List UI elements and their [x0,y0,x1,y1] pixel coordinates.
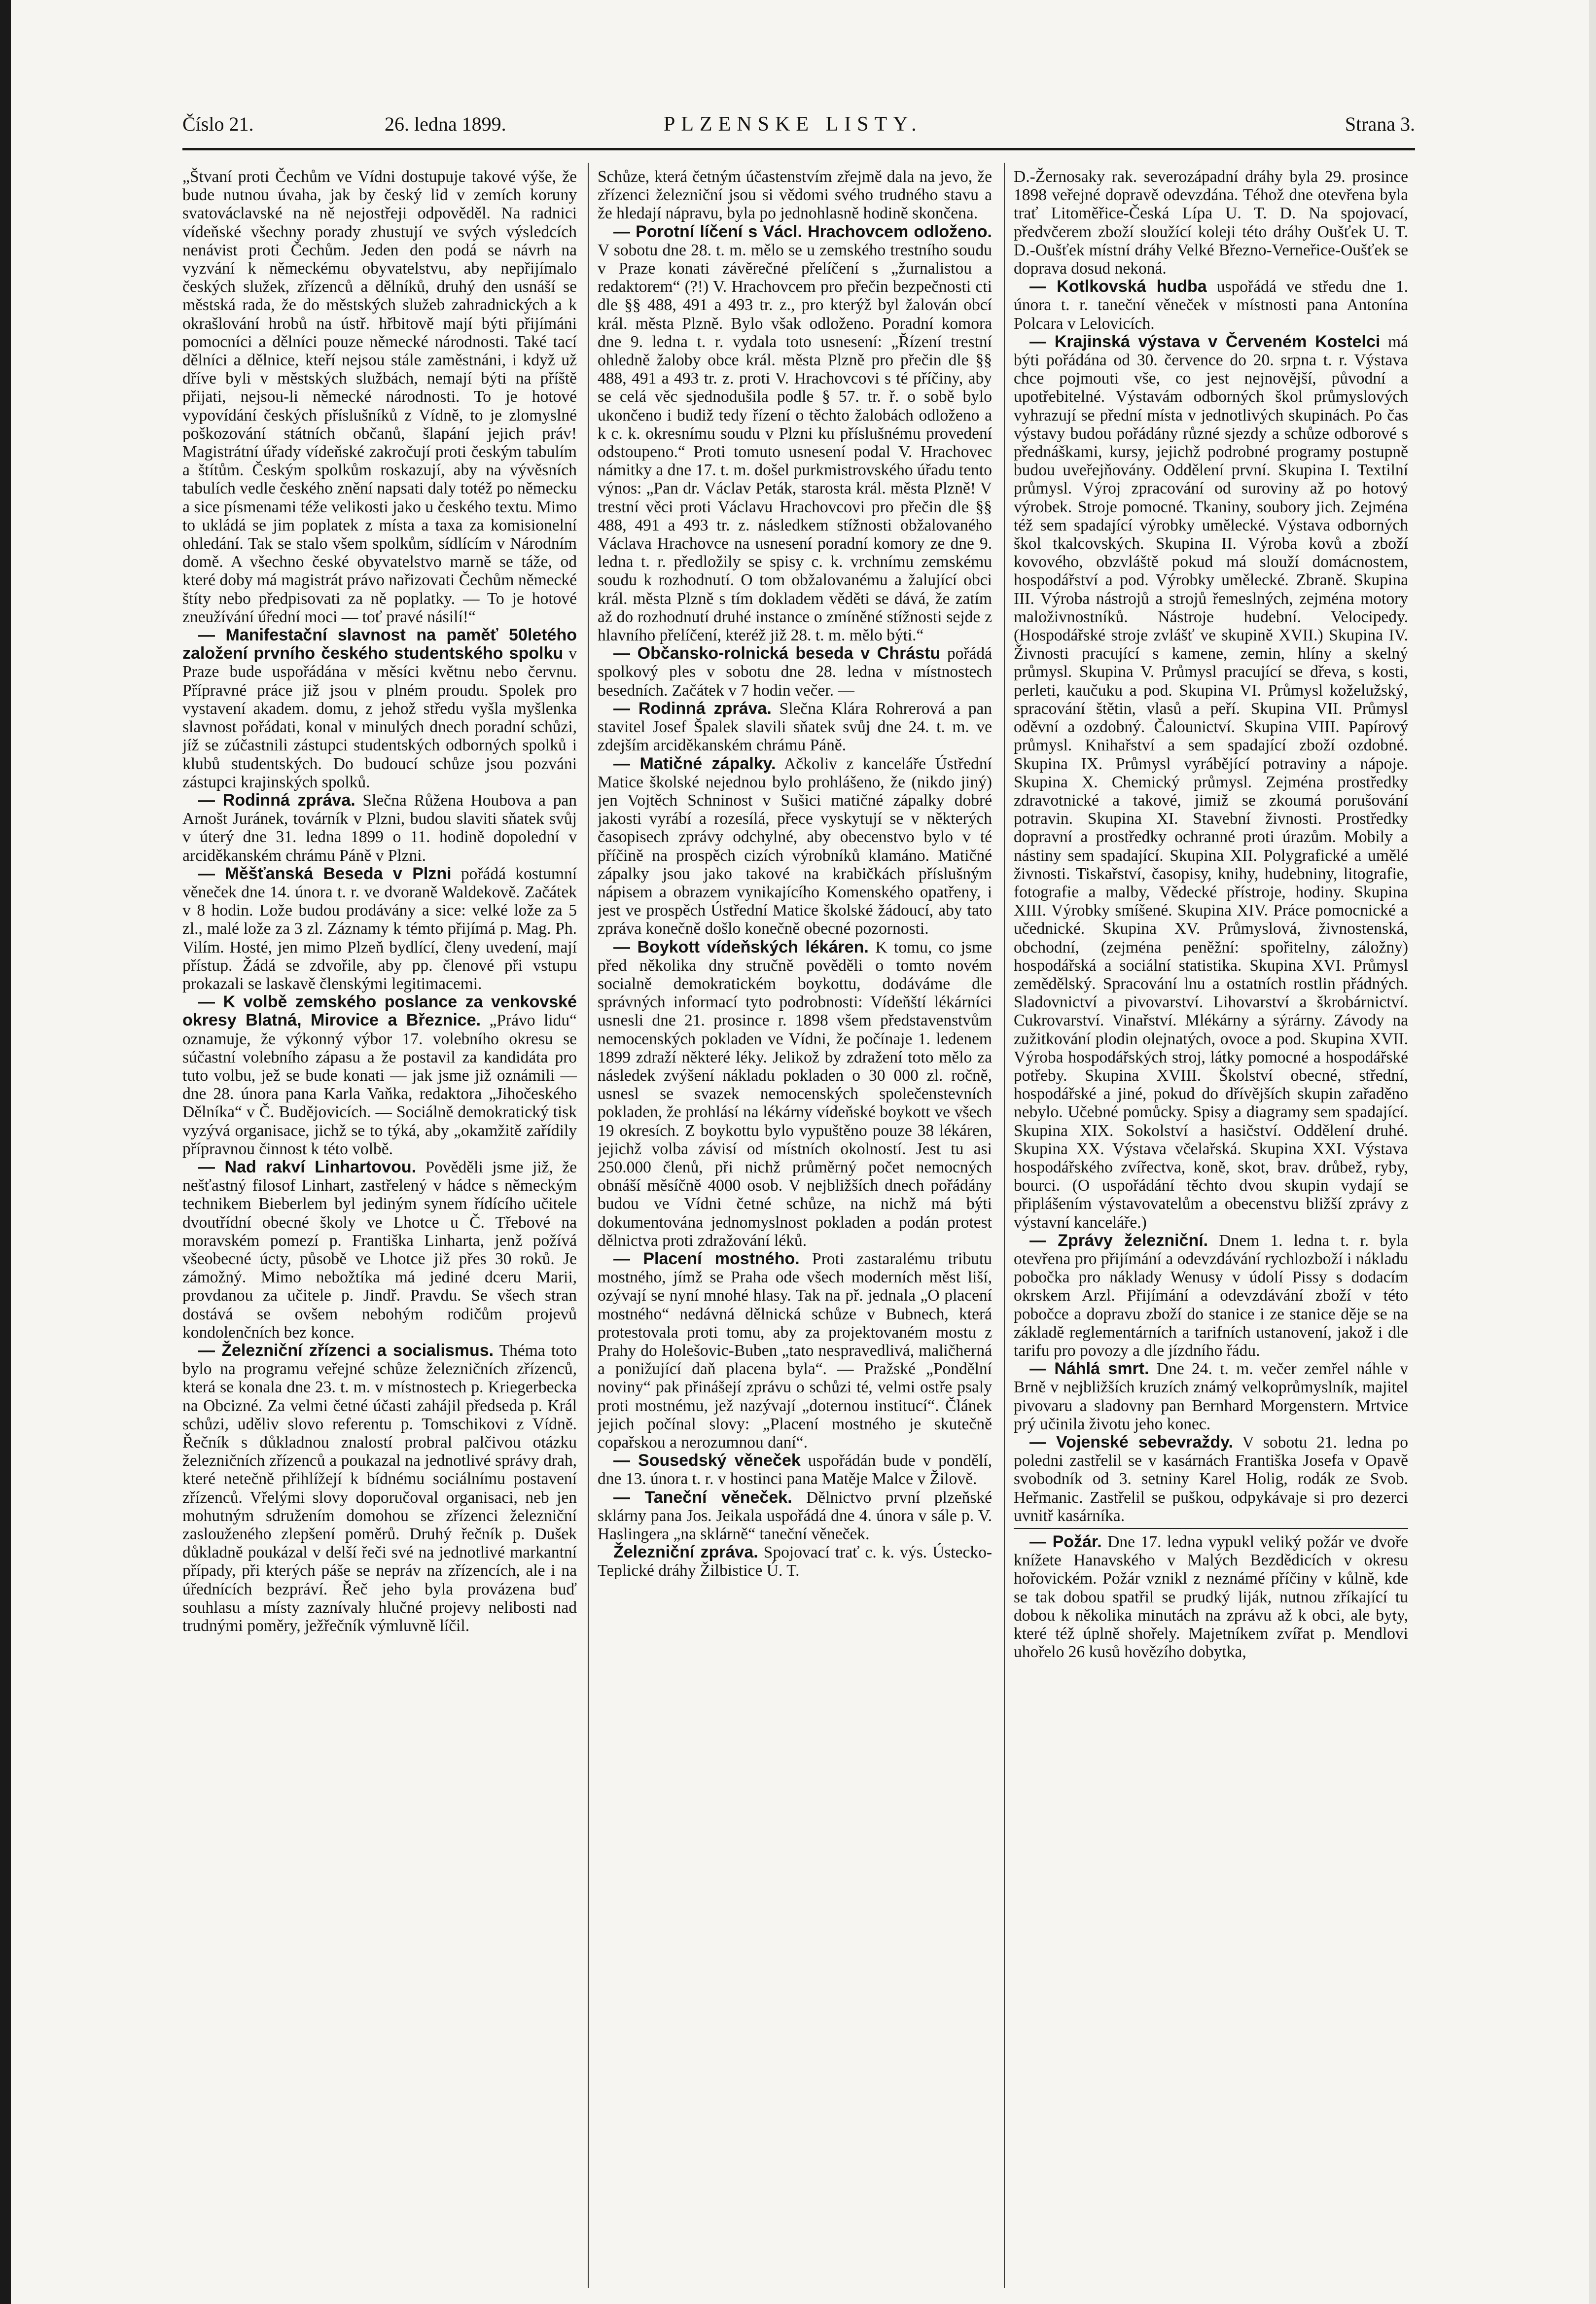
article-text: V sobotu dne 28. t. m. mělo se u zemského trestního soudu v Praze konati závěrečné přelíčení s „žurnalistou a redaktorem“ (?!) V. Hrachovcem pro přečin bezpečnosti cti dle §§ 488, 491 a 493 tr. z., pro kterýž byl žalován obcí král. města Plzně. Bylo však odloženo. Poradní komora dne 9. ledna t. r. vydala toto usnesení: „Řízení trestní ohledně žaloby obce král. města Plzně pro přečin dle §§ 488, 491 a 493 tr. z. proti V. Hrachovcovi s té příčiny, aby se celá věc sjednodušila podle § 57. tr. ř. o sobě bylo ukončeno i budiž tedy řízení o těchto žalobách odloženo a k c. k. okresnímu soudu v Plzni ku příslušnému provedení odstoupeno.“ Proti tomuto usnesení podal V. Hrachovec námitky a dne 17. t. m. došel purkmistrovského úřadu tento výnos: „Pan dr. Václav Peták, starosta král. města Plzně! V trestní věci proti Václavu Hrachovcovi pro přečin dle §§ 488, 491 a 493 tr. z. následkem stížnosti obžalovaného Václava Hrachovce na usnesení poradní komory ze dne 9. ledna t. r. předložily se spisy c. k. vrchnímu zemskému soudu k rozhodnutí. O tom obžalovanému a žalující obci král. města Plzně s tím dokladem věděti se dává, že zatím až do rozhodnutí druhé instance o zmíněné stížnosti sejde z hlavního přelíčení, kteréž již 28. t. m. mělo býti.“ [598,241,992,645]
page-number: Strana 3. [1345,113,1415,135]
article-heading: — Boykott vídeňských lékáren. [613,937,869,957]
article-heading: — Placení mostného. [613,1249,800,1268]
article-paragraph [182,1158,577,1342]
article-heading: — Taneční věneček. [613,1488,792,1507]
header-rule [182,148,1415,150]
article-text: Théma toto bylo na programu veřejné schůze železničních zřízenců, která se konala dne 23. t. m. v místnostech p. Kriegerbecka na Obcizné. Za velmi četné účasti zahájil předseda p. Král schůzi, uděliv slovo referentu p. Tomschikovi z Vídně. Řečník s důkladnou znalostí probral palčivou otázku železničních zřízenců a poukazal na jednotlivé správy drah, které netečně přihlížejí k bídnému sociálnímu postavení zřízenců. Vřelými slovy doporučoval organisaci, neb jen mohutným sdružením domohou se zřízenci železniční zaslouženého zlepšení poměrů. Druhý řečník p. Dušek důkladně poukázal v delší řeči své na jednotlivé markantní případy, při kterých páše se nepráv na zřízencích, ale i na úřednících bezpráví. Řeč jeho byla provázena buď souhlasu a místy zaznívaly hlučné projevy nelibosti nad trudnými poměry, ježřečník výmluvně líčil. [182,1342,577,1635]
article-paragraph [1014,1533,1408,1661]
article-text: „Právo lidu“ oznamuje, že výkonný výbor 17. volebního okresu se súčastní volebního zápasu a že postavil za kandidáta pro tuto volbu, jež se bude konati — jak jsme již oznámili — dne 28. února pana Karla Vaňka, redaktora „Jihočeského Dělníka“ v Č. Budějovicích. — Sociálně demokratický tisk vyzývá organisace, jichž se to týká, aby „okamžitě zařídily přípravnou činnost k této volbě. [182,1011,577,1158]
issue-number: Číslo 21. [182,113,254,135]
article-text: v Praze bude uspořádána v měsíci květnu nebo červnu. Přípravné práce již jsou v plném proudu. Spolek pro vystavení akadem. domu, z jehož středu vyšla myšlenka slavnost pořádati, konal v minulých dnech poradní schůzi, jíž se zúčastnili zástupci studentských odborných spolků i klubů studentských. Do budoucí schůze jsou pozváni zástupci krajinských spolků. [182,644,577,791]
article-text: pořádá kostumní věneček dne 14. února t. r. ve dvoraně Waldekově. Začátek v 8 hodin. Lože budou prodávány a sice: velké lože za 5 zl., malé lože za 3 zl. Záznamy k témto přijímá p. Mag. Ph. Vilím. Hosté, jen mimo Plzeň bydlící, členy uvedení, mají přístup. Žádá se zdvořile, aby pp. členové při vstupu prokazali se laskavě členskými legitimacemi. [182,864,577,993]
article-paragraph [1014,278,1408,333]
article-paragraph [598,1250,992,1452]
issue-date: 26. ledna 1899. [385,113,506,135]
page-header [182,112,1415,142]
article-heading: — Náhlá smrt. [1029,1359,1149,1379]
article-text: Ačkoliv z kanceláře Ústřední Matice školské nejednou bylo prohlášeno, že (nikdo jiný) jen Vojtěch Schninost v Sušici matičné zápalky dobré jakosti vyrábí a rozesílá, přece vyskytují se v některých časopisech zprávy odchylné, aby obecenstvo bylo v té příčině na prospěch cizích výrobníků klamáno. Matičné zápalky jsou jako takové na krabičkách příslušným nápisem a obrazem vynikajícího Komenského opatřeny, i jest ve prospěch Ústřední Matice školské žádoucí, aby tato zpráva konečně došlo konečně obecné pozornosti. [598,754,992,938]
article-paragraph [598,644,992,700]
article-heading: — Zprávy železniční. [1029,1231,1208,1250]
article-paragraph [1014,1433,1408,1525]
article-heading: — Nad rakví Linhartovou. [198,1157,417,1176]
article-heading: — Krajinská výstava v Červeném Kostelci [1029,332,1381,351]
article-heading: — Měšťanská Beseda v Plzni [198,864,452,883]
article-heading: — Sousedský věneček [613,1451,801,1470]
article-heading: — Občansko-rolnická beseda v Chrástu [613,644,941,663]
newspaper-title: PLZENSKE LISTY. [664,113,922,136]
article-paragraph [598,1489,992,1544]
article-paragraph [1014,1360,1408,1433]
article-heading: — Požár. [1029,1532,1102,1552]
article-paragraph [182,626,577,791]
article-paragraph [182,791,577,865]
article-heading: — K volbě zemského poslance za venkovské okresy Blatná, Mirovice a Březnice. [182,992,577,1030]
article-paragraph [1014,168,1408,278]
article-text: Spojovací trať c. k. výs. Ústecko-Teplické dráhy Žilbistice Ú. T. [598,1543,992,1580]
column-2 [598,168,992,2288]
article-paragraph [598,938,992,1250]
article-text: D.-Žernosaky rak. severozápadní dráhy byla 29. prosince 1898 veřejné dopravě odevzdána. Téhož dne otevřena byla trať Litoměřice-Česká Lípa U. T. D. Na spojovací, předvčerem zboží sloužící koleji této dráhy Oušťek U. T. D.-Oušťek místní dráhy Velké Březno-Verneřice-Oušťek se doprava dosud nekoná. [1014,168,1408,278]
column-1 [182,168,577,2288]
article-text: „Štvaní proti Čechům ve Vídni dostupuje takové výše, že bude nutnou úvaha, jak by český lid v zemích koruny svatováclavské na ně nejostřeji odpověděl. Na radnici vídeňské všechny porady zhustují ve svých výsledcích nenávist proti Čechům. Jeden den podá se návrh na vyzvání k německému obyvatelstvu, aby nepřijímalo českých služek, zřízenců a dělníků, druhý den usnáší se městská rada, že do městských služeb zahradnických a k okrašlování hrobů na ústř. hřbitově mají býti přijímáni pomocníci a dělníci pouze německé národnosti. Také tací dělníci a dělnice, kteří nejsou stále zaměstnáni, i když už dříve byli v městských službách, nemají býti na příště přijati, nejsou-li německé národnosti. To je hotové vypovídání českých příslušníků z Vídně, to je zlomyslné poškozování státních občanů, šlapání jejich práv! Magistrátní úřady vídeňské zakročují proti českým tabulím a štítům. Českým spolkům roskazují, aby na vývěsních tabulích vedle českého znění napsati daly totéž po německu a sice písmenami téže velikosti jako u českého textu. Mimo to ukládá se jim poplatek z místa a taxa za komisionelní ohledání. Tak se stalo všem spolkům, sídlícím v Národním domě. A všechno české obyvatelstvo marně se táže, od které doby má magistrát právo nařizovati Čechům německé štíty nebo předpisovati za ně poplatky. — To je hotové zneužívání úřední moci — toť pravé násilí!“ [182,168,577,626]
article-paragraph [598,1543,992,1580]
article-text: Dne 17. ledna vypukl veliký požár ve dvoře knížete Hanavského v Malých Bezdědicích v okresu hořovickém. Požár vznikl z neznámé příčiny v kůlně, kde se tak dobou spatřil se prudký liják, nutnou zříkající tu dobou k několika minutách na zprávu až k obci, ale byty, které též úplně shořely. Majetníkem zvířat p. Mendlovi uhořelo 26 kusů hovězího dobytka, [1014,1533,1408,1662]
article-heading: — Kotlkovská hudba [1029,277,1207,296]
column-3 [1014,168,1408,2288]
article-text: Dnem 1. ledna t. r. byla otevřena pro přijímání a odevzdávání rychlozboží i nákladu pobočka pro náklady Wenusy v údolí Pissy s dodacím okrskem Arzl. Přijímání a odevzdávání zboží v této pobočce a dopravu zboží do stanice i ze stanice děje se na základě reglementárních a tarifních ustanovení, jakož i dle tarifu pro povozy a dle jízdního řádu. [1014,1231,1408,1360]
article-text: Schůze, která četným účastenstvím zřejmě dala na jevo, že zřízenci železniční jsou si vědomi svého trudného stavu a že hledají nápravu, byla po jednohlasně hodině skončena. [598,168,992,223]
article-text: Proti zastaralému tributu mostného, jímž se Praha ode všech moderních měst liší, ozývají se nyní mnohé hlasy. Tak na př. jednala „O placení mostného“ nedávná dělnická schůze v Bubnech, která protestovala proti tomu, aby za projektovaném mostu z Prahy do Holešovic-Buben „tato nespravedlivá, maličherná a ponižující daň placena byla“. — Pražské „Pondělní noviny“ pak přinášejí zprávu o schůzi té, velmi ostře psaly proti mostnému, jež nazývají „doternou institucí“. Článek jejich počínal slovy: „Placení mostného je skutečně copařskou a nerozumnou daní“. [598,1249,992,1452]
article-text: K tomu, co jsme před několika dny stručně pověděli o tomto novém socialně demokratickém boykottu, dodáváme dle správných informací tyto podrobnosti: Vídeňští lékárníci usnesli dne 21. prosince r. 1898 všem představenstvům nemocenských pokladen ve Vídni, že počínaje 1. ledenem 1899 zdraží některé léky. Jelikož by zdražení toto mělo za následek zvýšení nákladu pokladen o 30 000 zl. ročně, usnesl se svazek nemocenských společenstevních pokladen, že prohlásí na lékárny vídeňské boykott ve všech 19 okresích. Z boykottu bylo vypuštěno pouze 38 lékáren, jejichž volba závisí od místních okolností. Jest tu asi 250.000 členů, při nichž průměrný počet nemocných obnáší měsíčně 4000 osob. V nejbližších dnech pořádány budou ve Vídni četné schůze, na nichž má býti dokumentována jednomyslnost pokladen a podán protest dělnictva proti zdražování léků. [598,938,992,1250]
article-paragraph [598,223,992,645]
article-heading: — Manifestační slavnost na paměť 50letého založení prvního českého studentského spolku [182,626,577,663]
article-paragraph [182,993,577,1158]
article-heading: — Rodinná zpráva. [613,699,772,718]
article-paragraph [1014,1232,1408,1360]
article-paragraph [598,1452,992,1488]
article-paragraph [182,865,577,993]
article-heading: — Rodinná zpráva. [198,790,355,810]
article-text: Dělnictvo první plzeňské sklárny pana Jos. Jeikala uspořádá dne 4. února v sále p. V. Haslingera „na sklárně“ taneční věneček. [598,1488,992,1544]
article-paragraph [182,1342,577,1635]
article-heading: — Železniční zřízenci a socialismus. [198,1341,494,1360]
article-text: uspořádá ve středu dne 1. února t. r. taneční věneček v místnosti pana Antonína Polcara v Lelovicích. [1014,278,1408,333]
section-rule [1014,1528,1408,1529]
article-heading: — Matičné zápalky. [613,754,776,773]
article-paragraph [598,700,992,755]
article-text: uspořádán bude v pondělí, dne 13. února t. r. v hostinci pana Matěje Malce v Žilově. [598,1452,992,1489]
article-heading: — Vojenské sebevraždy. [1029,1433,1233,1452]
article-paragraph [1014,333,1408,1232]
article-text: Slečna Klára Rohrerová a pan stavitel Josef Špalek slavili sňatek svůj dne 24. t. m. ve zdejším arciděkanském chrámu Páně. [598,699,992,755]
column-divider [588,163,589,2288]
article-text: má býti pořádána od 30. července do 20. srpna t. r. Výstava chce pojmouti vše, co jest nejnovější, původní a upotřebitelné. Výstavám odborných škol průmyslových vyhrazují se přední místa v jednotlivých skupinách. Po čas výstavy budou pořádány různé sjezdy a schůze odborové s přednáškami, kursy, jejichž podrobné programy postupně budou uveřejňovány. Oddělení první. Skupina I. Textilní průmysl. Výroj zpracování od suroviny až po hotový výrobek. Stroje pomocné. Tkaniny, soubory jich. Zejména též sem spadající výrobky umělecké. Výstava odborných škol tkalcovských. Skupina II. Výroba kovů a zboží kovového, obzvláště pokud má slouží domácnostem, hospodářství a pod. Výrobky umělecké. Zbraně. Skupina III. Výroba nástrojů a strojů řemeslných, zejména motory maloživnostníků. Nástroje hudební. Velocipedy. (Hospodářské stroje zvlášť ve skupině XVII.) Skupina IV. Živnosti pracující s kamene, zemin, hlíny a skelný průmysl. Skupina V. Průmysl pracující se dřeva, s kosti, perleti, kaučuku a pod. Skupina VI. Průmysl koželužský, spracování štětin, vlasů a peří. Skupina VII. Průmysl oděvní a ozdobný. Čalounictví. Skupina VIII. Papírový průmysl. Knihařství a sem spadající zboží ozdobné. Skupina IX. Průmysl vyrábějící potraviny a nápoje. Skupina X. Chemický průmysl. Zejména prostředky zdravotnické a takové, jimiž se zkoumá porušování potravin. Skupina XI. Stavební živnosti. Prostředky dopravní a prostředky ochranné proti úrazům. Mobily a nástiny sem spadající. Skupina XII. Polygrafické a umělé živnosti. Tiskařství, časopisy, knihy, hudebniny, litografie, fotografie a malby, Vědecké přístroje, hodiny. Skupina XIII. Výrobky smíšené. Skupina XIV. Práce pomocnické a učednické. Skupina XV. Průmyslová, živnostenská, obchodní, (zejména peněžní: spořitelny, záložny) hospodářská a sociální statistika. Skupina XVI. Průmysl zemědělský. Spracování lnu a ostatních rostlin přádných. Sladovnictví a pivovarství. Lihovarství a škrobárnictví. Cukrovarství. Vinařství. Mlékárny a sýrárny. Závody na zužitkování plodin olejnatých, ovoce a pod. Skupina XVII. Výroba hospodářských stroj, látky pomocné a hospodářské potřeby. Skupina XVIII. Školství obecné, střední, hospodářské a jiné, pokud do dřívějších skupin zařaděno nebylo. Učebné pomůcky. Spisy a diagramy sem spadající. Skupina XIX. Sokolství a hasičství. Oddělení druhé. Skupina XX. Výstava včelařská. Skupina XXI. Výstava hospodářského zvířectva, koně, skot, brav. drůbež, ryby, bourci. (O uspořádání těchto dvou skupin vydají se připlášením výstavovatelům a obecenstvu bližší zprávy z výstavní kanceláře.) [1014,332,1408,1232]
article-paragraph [598,168,992,223]
column-divider [1004,163,1005,2288]
article-paragraph [182,168,577,626]
left-binding-edge [0,0,11,2304]
right-page-edge [1589,0,1596,2304]
article-text: Dne 24. t. m. večer zemřel náhle v Brně v nejbližších kruzích známý velkoprůmyslník, majitel pivovaru a sladovny pan Bernhard Morgenstern. Mrtvice prý učinila životu jeho konec. [1014,1360,1408,1433]
article-paragraph [598,755,992,938]
article-text: pořádá spolkový ples v sobotu dne 28. ledna v místnostech besedních. Začátek v 7 hodin večer. — [598,644,992,700]
article-text: Slečna Růžena Houbova a pan Arnošt Juránek, továrník v Plzni, budou slaviti sňatek svůj v úterý dne 31. ledna 1899 o 11. hodině dopolední v arciděkanském chrámu Páně v Plzni. [182,791,577,865]
article-text: V sobotu 21. ledna po poledni zastřelil se v kasárnách Františka Josefa v Opavě svobodník od 3. setniny Karel Holig, rodák ze Svob. Heřmanic. Zastřelil se puškou, odpykávaje si pro dezerci uvnitř kasárníka. [1014,1433,1408,1525]
article-text: Pověděli jsme již, že nešťastný filosof Linhart, zastřelený v hádce s německým technikem Bieberlem byl jediným synem řídícího učitele dvoutřídní obecné školy ve Lhotce u Č. Třebové na moravském pomezí p. Františka Linharta, jenž požívá všeobecné úcty, působě ve Lhotce již přes 30 roků. Je zámožný. Mimo nebožtíka má jediné dceru Marii, provdanou za učitele p. Jindř. Pravdu. Se všech stran dostává se ovšem nebohým rodičům projevů kondolenčních bez konce. [182,1158,577,1342]
article-heading: Železniční zpráva. [613,1543,758,1562]
article-heading: — Porotní líčení s Václ. Hrachovcem odloženo. [613,222,992,241]
